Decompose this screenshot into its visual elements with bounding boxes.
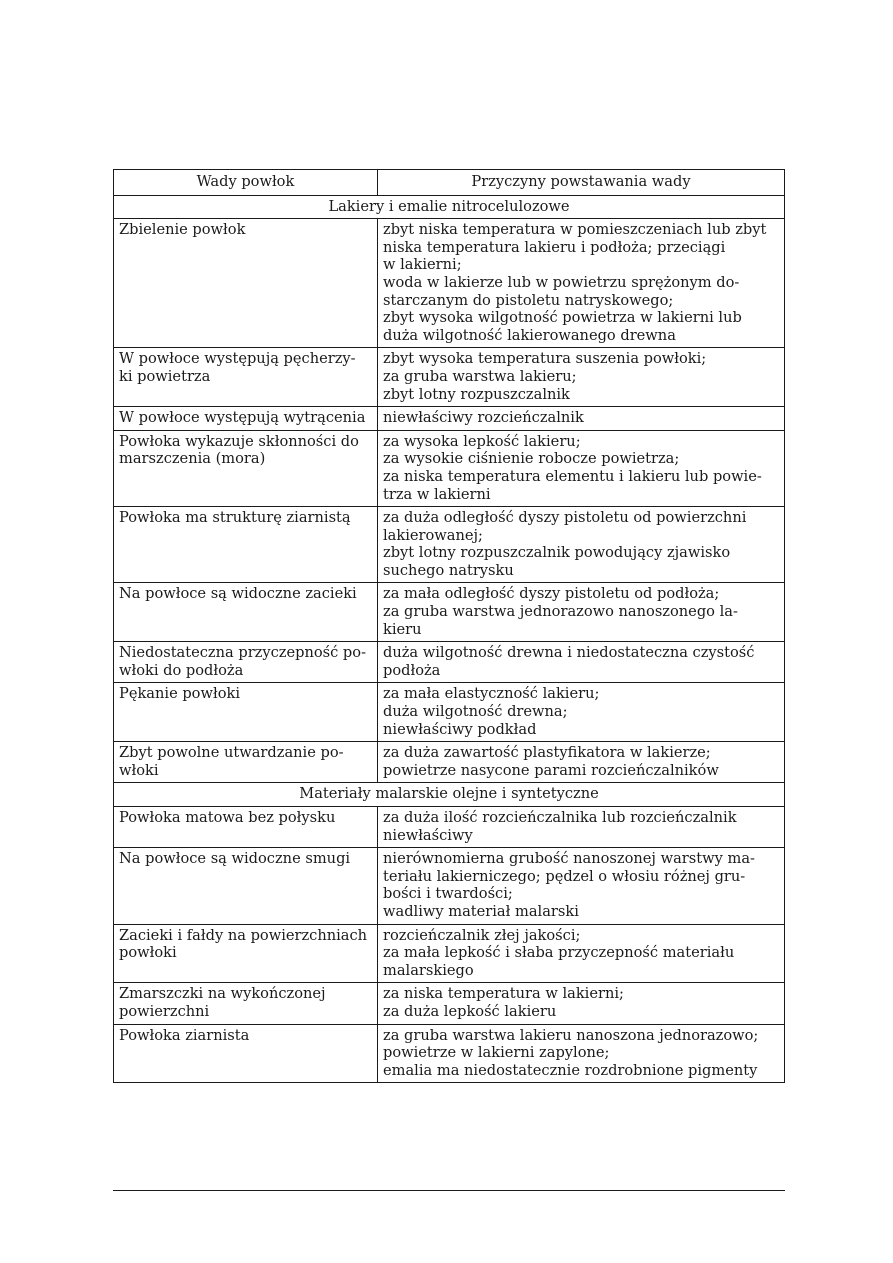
defect-cell: Powłoka matowa bez połysku	[114, 807, 378, 848]
cause-cell: za gruba warstwa lakieru nanoszona jednorazowo; powietrze w lakierni zapylone; emalia ma niedostatecznie rozdrobnione pigmenty	[378, 1024, 785, 1083]
cause-cell: za duża ilość rozcieńczalnika lub rozcieńczalnik niewłaściwy	[378, 807, 785, 848]
table-row	[114, 742, 785, 783]
footer-rule	[113, 1190, 785, 1191]
column-header-defects: Wady powłok	[114, 170, 378, 196]
defect-cell: W powłoce występują wytrącenia	[114, 407, 378, 431]
table-body	[114, 195, 785, 1083]
table-row	[114, 807, 785, 848]
cause-cell: za duża odległość dyszy pistoletu od powierzchni lakierowanej; zbyt lotny rozpuszczalnik powodujący zjawisko suchego natrysku	[378, 507, 785, 583]
cause-cell: za wysoka lepkość lakieru; za wysokie ciśnienie robocze powietrza; za niska temperatura elementu i lakieru lub powie- trza w lakierni	[378, 430, 785, 506]
defect-cell: Niedostateczna przyczepność po- włoki do podłoża	[114, 642, 378, 683]
cause-cell: za mała odległość dyszy pistoletu od podłoża; za gruba warstwa jednorazowo nanoszonego la- kieru	[378, 583, 785, 642]
section-title: Lakiery i emalie nitrocelulozowe	[114, 195, 785, 219]
cause-cell: rozcieńczalnik złej jakości; za mała lepkość i słaba przyczepność materiału malarskiego	[378, 924, 785, 983]
cause-cell: zbyt niska temperatura w pomieszczeniach lub zbyt niska temperatura lakieru i podłoża; przeciągi w lakierni; woda w lakierze lub w powietrzu sprężonym do- starczanym do pistoletu natryskowego; zbyt wysoka wilgotność powietrza w lakierni lub duża wilgotność lakierowanego drewna	[378, 219, 785, 348]
defect-cell: Zmarszczki na wykończonej powierzchni	[114, 983, 378, 1024]
table-header-row	[114, 170, 785, 196]
cause-cell: za niska temperatura w lakierni; za duża lepkość lakieru	[378, 983, 785, 1024]
table-row	[114, 848, 785, 924]
cause-cell: za mała elastyczność lakieru; duża wilgotność drewna; niewłaściwy podkład	[378, 683, 785, 742]
defect-cell: Powłoka wykazuje skłonności do marszczenia (mora)	[114, 430, 378, 506]
defect-cell: Zacieki i fałdy na powierzchniach powłoki	[114, 924, 378, 983]
defect-cell: Na powłoce są widoczne zacieki	[114, 583, 378, 642]
defect-cell: Powłoka ziarnista	[114, 1024, 378, 1083]
table-row	[114, 683, 785, 742]
table-row	[114, 407, 785, 431]
table-row	[114, 1024, 785, 1083]
defect-cell: Zbyt powolne utwardzanie po- włoki	[114, 742, 378, 783]
section-row	[114, 783, 785, 807]
cause-cell: za duża zawartość plastyfikatora w lakierze; powietrze nasycone parami rozcieńczalników	[378, 742, 785, 783]
table-row	[114, 924, 785, 983]
defect-cell: W powłoce występują pęcherzy- ki powietrza	[114, 348, 378, 407]
table-row	[114, 983, 785, 1024]
cause-cell: zbyt wysoka temperatura suszenia powłoki; za gruba warstwa lakieru; zbyt lotny rozpuszczalnik	[378, 348, 785, 407]
table-row	[114, 219, 785, 348]
defect-cell: Powłoka ma strukturę ziarnistą	[114, 507, 378, 583]
defect-cell: Pękanie powłoki	[114, 683, 378, 742]
defect-cell: Zbielenie powłok	[114, 219, 378, 348]
section-row	[114, 195, 785, 219]
cause-cell: nierównomierna grubość nanoszonej warstwy ma- teriału lakierniczego; pędzel o włosiu różnej gru- bości i twardości; wadliwy materiał malarski	[378, 848, 785, 924]
section-title: Materiały malarskie olejne i syntetyczne	[114, 783, 785, 807]
cause-cell: duża wilgotność drewna i niedostateczna czystość podłoża	[378, 642, 785, 683]
defect-cell: Na powłoce są widoczne smugi	[114, 848, 378, 924]
column-header-causes: Przyczyny powstawania wady	[378, 170, 785, 196]
cause-cell: niewłaściwy rozcieńczalnik	[378, 407, 785, 431]
table-row	[114, 583, 785, 642]
table-row	[114, 642, 785, 683]
coating-defects-table	[113, 169, 785, 1083]
table-row	[114, 348, 785, 407]
table-row	[114, 507, 785, 583]
table-row	[114, 430, 785, 506]
